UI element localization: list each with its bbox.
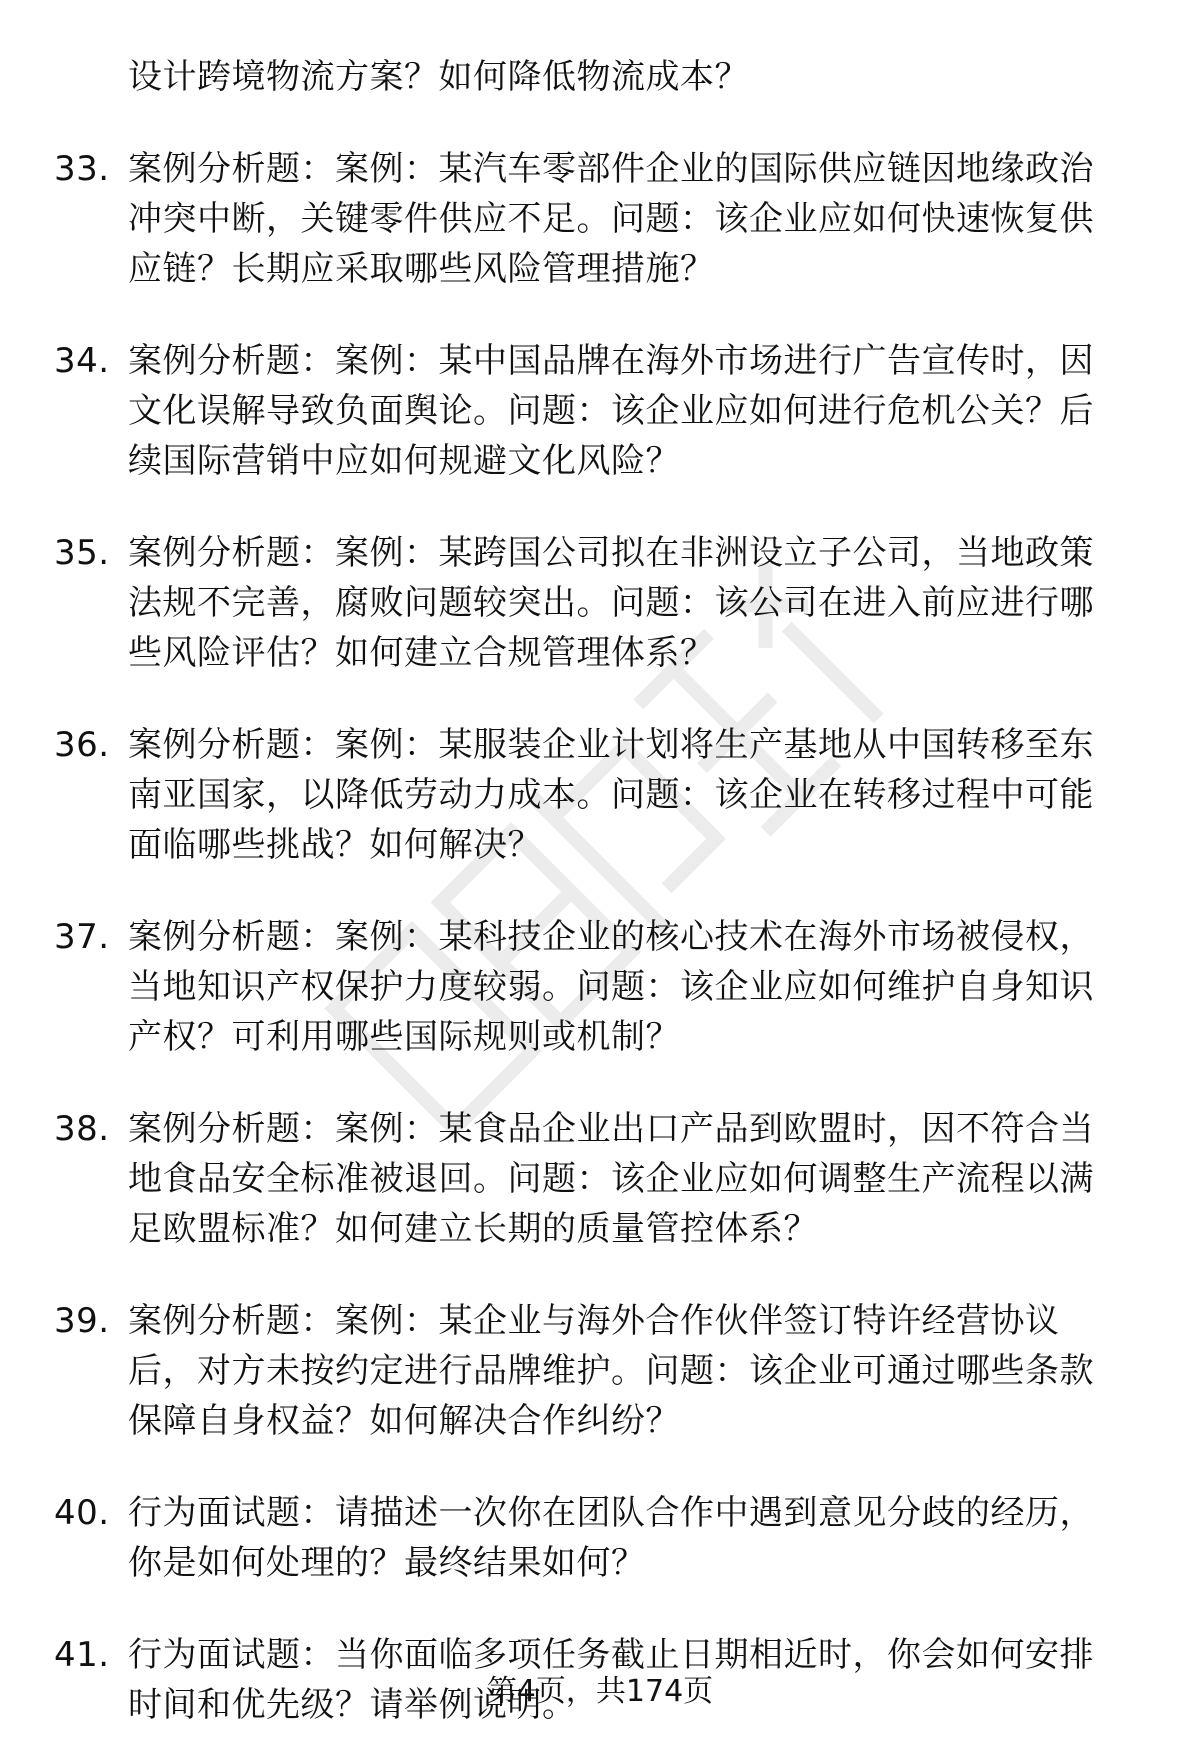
question-number: 39.: [54, 1301, 110, 1341]
question-number: 40.: [54, 1493, 110, 1533]
question-text-line: 文化误解导致负面舆论。问题：该企业应如何进行危机公关？后: [128, 391, 1094, 431]
question-number: 35.: [54, 533, 110, 573]
question-text-line: 南亚国家，以降低劳动力成本。问题：该企业在转移过程中可能: [128, 775, 1094, 815]
question-item-38: [0, 1104, 1200, 1254]
question-text-line: 当地知识产权保护力度较弱。问题：该企业应如何维护自身知识: [128, 967, 1094, 1007]
question-text-line: 后，对方未按约定进行品牌维护。问题：该企业可通过哪些条款: [128, 1351, 1094, 1391]
question-text-line: 行为面试题：当你面临多项任务截止日期相近时，你会如何安排: [128, 1635, 1094, 1675]
question-list: [0, 52, 1200, 1730]
question-text-line: 案例分析题：案例：某科技企业的核心技术在海外市场被侵权，: [128, 917, 1094, 957]
question-item-37: [0, 912, 1200, 1062]
question-text-line: 行为面试题：请描述一次你在团队合作中遇到意见分歧的经历，: [128, 1493, 1094, 1533]
question-text-line: 时间和优先级？请举例说明。: [128, 1685, 577, 1725]
question-text-line: 案例分析题：案例：某服装企业计划将生产基地从中国转移至东: [128, 725, 1094, 765]
question-text-line: 你是如何处理的？最终结果如何？: [128, 1543, 646, 1583]
question-item-33: [0, 144, 1200, 294]
question-text-line: 应链？长期应采取哪些风险管理措施？: [128, 249, 715, 289]
page-footer: 第4页，共174页: [486, 1674, 714, 1709]
question-text-line: 案例分析题：案例：某汽车零部件企业的国际供应链因地缘政治: [128, 149, 1094, 189]
question-number: 36.: [54, 725, 110, 765]
question-text-line: 法规不完善，腐败问题较突出。问题：该公司在进入前应进行哪: [128, 583, 1094, 623]
continuation-line: 设计跨境物流方案？如何降低物流成本？: [128, 57, 749, 97]
question-text-line: 面临哪些挑战？如何解决？: [128, 825, 542, 865]
question-text-line: 案例分析题：案例：某食品企业出口产品到欧盟时，因不符合当: [128, 1109, 1094, 1149]
question-text-line: 案例分析题：案例：某中国品牌在海外市场进行广告宣传时，因: [128, 341, 1094, 381]
question-number: 37.: [54, 917, 110, 957]
question-text-line: 些风险评估？如何建立合规管理体系？: [128, 633, 715, 673]
question-text-line: 冲突中断，关键零件供应不足。问题：该企业应如何快速恢复供: [128, 199, 1094, 239]
question-item-39: [0, 1296, 1200, 1446]
question-number: 33.: [54, 149, 110, 189]
question-item-35: [0, 528, 1200, 678]
question-number: 38.: [54, 1109, 110, 1149]
question-item-36: [0, 720, 1200, 870]
question-item-40: [0, 1488, 1200, 1588]
question-text-line: 地食品安全标准被退回。问题：该企业应如何调整生产流程以满: [128, 1159, 1094, 1199]
question-text-line: 保障自身权益？如何解决合作纠纷？: [128, 1401, 680, 1441]
question-text-line: 续国际营销中应如何规避文化风险？: [128, 441, 680, 481]
question-text-line: 案例分析题：案例：某企业与海外合作伙伴签订特许经营协议: [128, 1301, 1060, 1341]
question-text-line: 足欧盟标准？如何建立长期的质量管控体系？: [128, 1209, 818, 1249]
question-text-line: 案例分析题：案例：某跨国公司拟在非洲设立子公司，当地政策: [128, 533, 1094, 573]
question-number: 34.: [54, 341, 110, 381]
question-item-34: [0, 336, 1200, 486]
question-number: 41.: [54, 1635, 110, 1675]
question-text-line: 产权？可利用哪些国际规则或机制？: [128, 1017, 680, 1057]
